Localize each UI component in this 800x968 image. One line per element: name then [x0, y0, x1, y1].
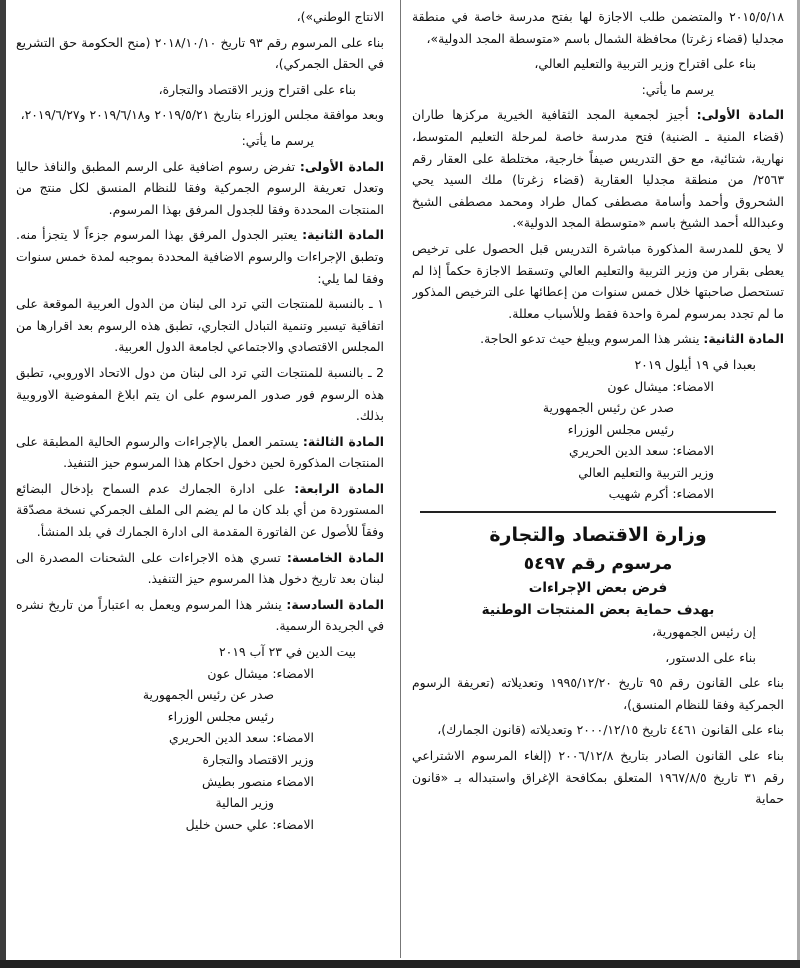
signature-line: الامضاء: علي حسن خليل — [185, 816, 314, 832]
decree-subtitle: بهدف حماية بعض المنتجات الوطنية — [481, 602, 715, 619]
article-2 — [412, 328, 784, 350]
paragraph: إن رئيس الجمهورية، — [652, 624, 756, 640]
article-label: المادة الخامسة: — [286, 549, 384, 565]
signature-date: بيت الدين في ٢٣ آب ٢٠١٩ — [219, 644, 356, 660]
article-label: المادة الرابعة: — [294, 480, 384, 496]
paragraph: وبعد موافقة مجلس الوزراء بتاريخ ٢٠١٩/٥/٢١ و٢٠١٩/٦/١٨ و٢٠١٩/٦/٢٧، — [20, 107, 384, 123]
signature-line: الامضاء: ميشال عون — [207, 665, 314, 681]
paragraph: لا يحق للمدرسة المذكورة مباشرة التدريس قبل الحصول على ترخيص يعطى بقرار من وزير التربية والتعليم العالي وتسقط الاجازة حكماً إذا لم تستحصل صاحبتها خلال خمس سنوات من إعطائها على الترخيص المذكور ما لم تجدد بمرسوم لمرة واحدة فقط وللأسباب معللة. — [412, 240, 784, 321]
article-3 — [16, 431, 384, 474]
article-label: المادة السادسة: — [286, 596, 384, 612]
decree-subtitle: فرض بعض الإجراءات — [528, 580, 668, 597]
article-6 — [16, 594, 384, 637]
scan-bottom-edge — [0, 960, 800, 968]
article-5 — [16, 547, 384, 590]
signature-line: رئيس مجلس الوزراء — [167, 708, 274, 724]
paragraph: بناء على اقتراح وزير الاقتصاد والتجارة، — [158, 81, 356, 97]
signature-line: صدر عن رئيس الجمهورية — [142, 687, 274, 703]
article-label: المادة الثانية: — [703, 331, 784, 347]
paragraph: بناء على القانون رقم ٩٥ تاريخ ١٩٩٥/١٢/٢٠ وتعديلاته (تعريفة الرسوم الجمركية وفقا للنظام المنسق)، — [412, 675, 784, 712]
article-label: المادة الأولى: — [696, 107, 784, 123]
column-divider — [400, 0, 401, 958]
signature-line: الامضاء: ميشال عون — [607, 378, 714, 394]
article-label: المادة الثانية: — [302, 227, 384, 243]
article-label: المادة الأولى: — [299, 158, 384, 174]
article-text: أجيز لجمعية المجد الثقافية الخيرية مركزها طاران (قضاء المنية ـ الضنية) فتح مدرسة خاصة لمرحلة التعليم المتوسط، نهارية، شتائية، مع حق التدريس صيفاً خارجية، مختلطة على العقار رقم ٢٥٦٣/ من منطقة مجدليا العقارية (قضاء زغرتا) ملك السيد يحي الشحروق وأحمد وأسامة مصطفى كمال طراد ومحمد مصطفى الشيخ وعبدالله أحمد الشيخ باسم «متوسطة المجد الدولية». — [412, 107, 784, 231]
paragraph: بناء على اقتراح وزير التربية والتعليم العالي، — [534, 56, 756, 72]
signature-line: الامضاء منصور بطيش — [201, 773, 314, 789]
paragraph: بناء على الدستور، — [665, 649, 756, 665]
article-label: المادة الثالثة: — [302, 433, 384, 449]
signature-line: وزير المالية — [215, 795, 274, 811]
list-item: 2 ـ بالنسبة للمنتجات التي ترد الى لبنان من دول الاتحاد الاوروبي، تطبق هذه الرسوم فور صدور المرسوم على ان يتم ابلاغ المفوضية الاوروبية بذلك. — [16, 364, 384, 424]
signature-line: وزير التربية والتعليم العالي — [578, 464, 714, 480]
list-item: ١ ـ بالنسبة للمنتجات التي ترد الى لبنان من الدول العربية الموقعة على اتفاقية تيسير وتنمية التبادل التجاري، تطبق هذه الرسوم بعد اقرارها من المجلس الاقتصادي والاجتماعي لجامعة الدول العربية. — [16, 296, 384, 355]
right-column — [412, 6, 784, 954]
paragraph: بناء على المرسوم رقم ٩٣ تاريخ ٢٠١٨/١٠/١٠ (منح الحكومة حق التشريع في الحقل الجمركي)، — [16, 34, 384, 72]
paragraph: بناء على القانون الصادر بتاريخ ٢٠٠٦/١٢/٨ (إلغاء المرسوم الاشتراعي رقم ٣١ تاريخ ١٩٦٧/٨/٥ المتعلق بمكافحة الإغراق واستبداله بـ «قانون حماية — [412, 748, 784, 807]
article-text: على ادارة الجمارك عدم السماح بإدخال البضائع المستوردة من أي بلد كان ما لم يضم الى الملف الجمركي نسخة مصدّقة وفقاً للأصول عن الفاتورة المقدمة الى ادارة الجمارك في بلد المنشأ. — [16, 480, 384, 540]
signature-line: وزير الاقتصاد والتجارة — [202, 752, 314, 767]
article-text: ينشر هذا المرسوم ويعمل به اعتباراً من تاريخ نشره في الجريدة الرسمية. — [16, 596, 384, 634]
paragraph: ٢٠١٥/٥/١٨ والمتضمن طلب الاجازة لها بفتح مدرسة خاصة في منطقة مجدليا (قضاء زغرتا) محافظة الشمال باسم «متوسطة المجد الدولية»، — [412, 9, 784, 46]
ministry-heading: وزارة الاقتصاد والتجارة — [489, 524, 707, 547]
article-text: تفرض رسوم اضافية على الرسم المطبق والنافذ حاليا وتعدل تعريفة الرسوم الجمركية وفقا للنظام المنسق لكل منتج من المنتجات المحددة وفقا للجدول المرفق بهذا المرسوم. — [16, 158, 384, 217]
signature-date: بعبدا في ١٩ أيلول ٢٠١٩ — [634, 356, 756, 372]
signature-line: الامضاء: سعد الدين الحريري — [569, 443, 714, 459]
section-divider — [420, 511, 776, 513]
signature-line: الامضاء: أكرم شهيب — [608, 486, 714, 502]
article-text: ينشر هذا المرسوم ويبلغ حيث تدعو الحاجة. — [480, 331, 704, 347]
paragraph: يرسم ما يأتي: — [641, 81, 714, 97]
paragraph: الانتاج الوطني»)، — [296, 9, 384, 24]
signature-line: صدر عن رئيس الجمهورية — [542, 400, 674, 416]
signature-line: رئيس مجلس الوزراء — [567, 421, 674, 437]
decree-number: مرسوم رقم ٥٤٩٧ — [523, 554, 673, 575]
paragraph: يرسم ما يأتي: — [241, 132, 314, 148]
article-1 — [16, 156, 384, 221]
signature-line: الامضاء: سعد الدين الحريري — [169, 730, 314, 746]
article-text: يعتبر الجدول المرفق بهذا المرسوم جزءاً لا يتجزأ منه. وتطبق الإجراءات والرسوم الاضافية المحددة بموجبه لمدة خمس سنوات وفقا لما يلي: — [16, 227, 384, 286]
article-1 — [412, 104, 784, 234]
article-4 — [16, 478, 384, 543]
article-text: تسري هذه الاجراءات على الشحنات المصدرة الى لبنان بعد تاريخ دخول هذا المرسوم حيز التنفيذ. — [16, 549, 384, 587]
article-text: يستمر العمل بالإجراءات والرسوم الحالية المطبقة على المنتجات المذكورة لحين دخول احكام هذا المرسوم حيز التنفيذ. — [16, 433, 384, 471]
paragraph: بناء على القانون ٤٤٦١ تاريخ ٢٠٠٠/١٢/١٥ وتعديلاته (قانون الجمارك)، — [437, 722, 784, 738]
article-2 — [16, 224, 384, 289]
left-column — [16, 6, 384, 954]
scan-edge-left — [0, 0, 6, 968]
